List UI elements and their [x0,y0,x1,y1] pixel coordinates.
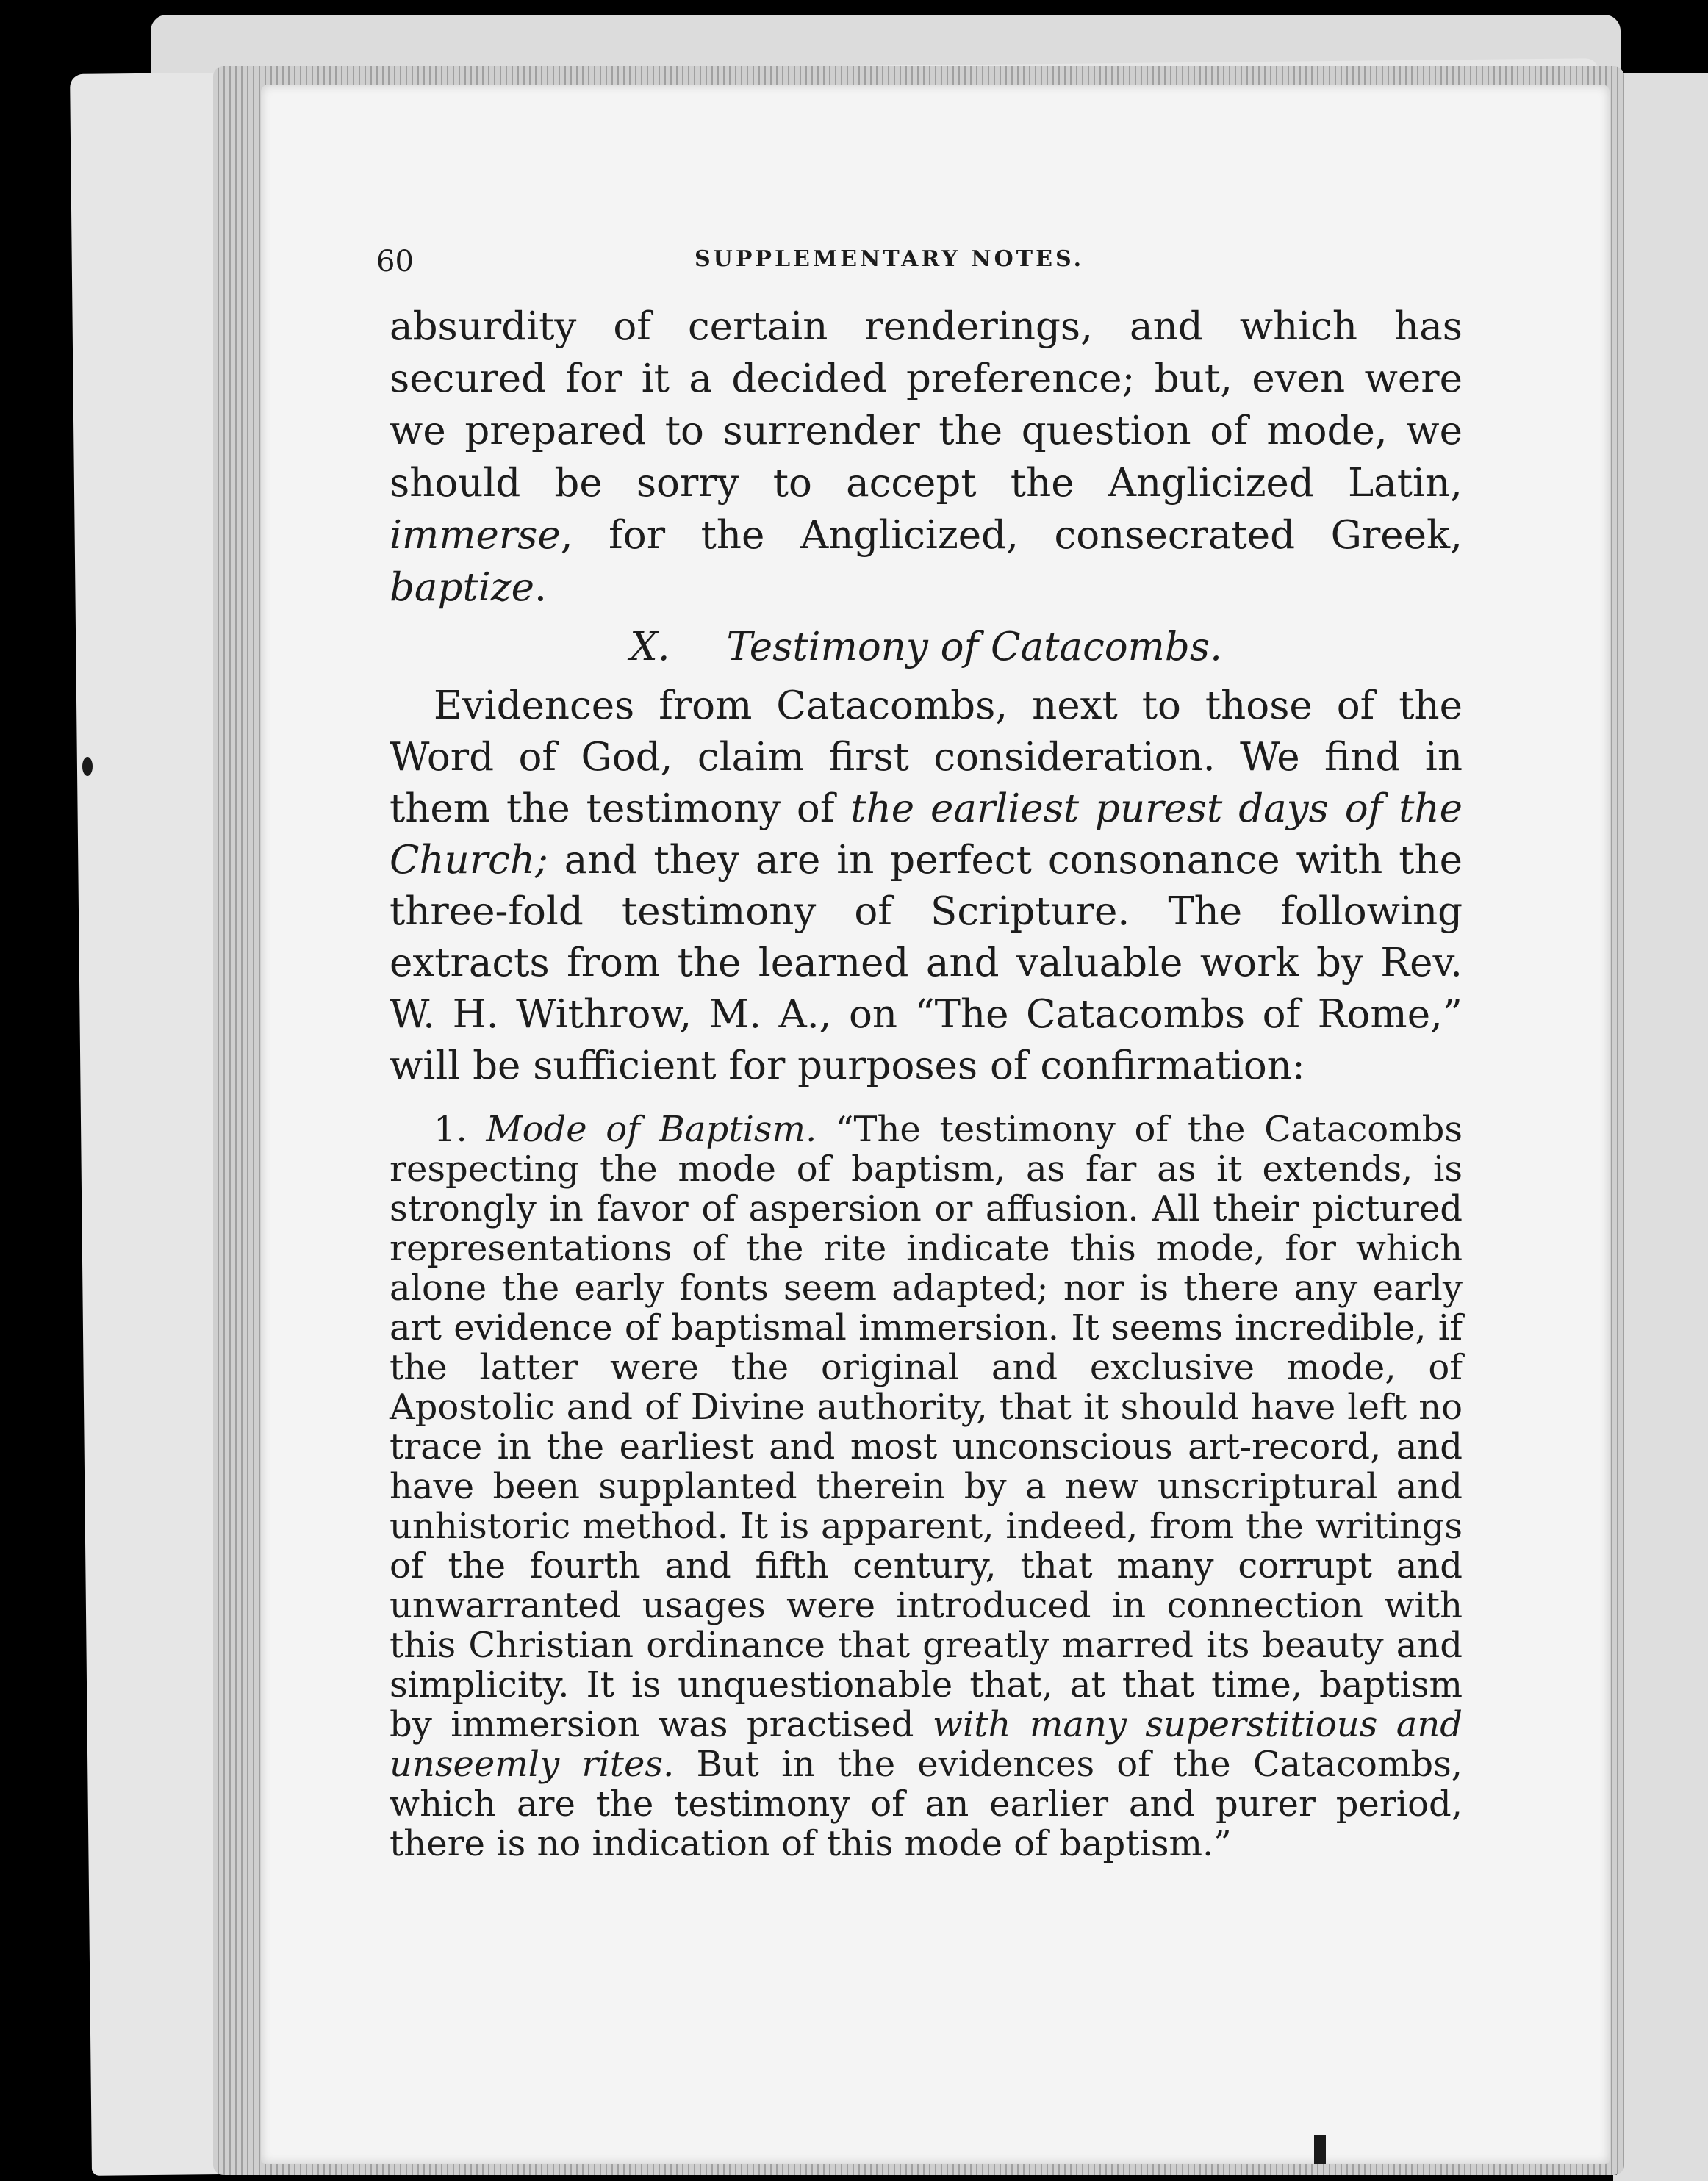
facing-page-edge [1613,73,1708,2181]
evidences-italic: the earliest purest days of the Church; [390,786,1463,883]
intro-text: absurdity of certain renderings, and which has secured for it a decided preference; but, even were we prepared to surrender the question of mode, we should be sorry to accept the Anglicized Latin, [390,304,1463,506]
evidences-paragraph [390,680,1463,1092]
section-title: Testimony of Catacombs. [726,625,1222,669]
intro-text: , for the Anglicized, consecrated Greek, [560,513,1463,558]
page-content [376,239,1463,1864]
quote-italic: with many superstitious and unseemly rites. [390,1704,1463,1785]
page-header [376,239,1463,283]
evidences-text: and they are in perfect consonance with the three-fold testimony of Scripture. The following extracts from the learned and valuable work by Rev. W. H. Withrow, M. A., on “The Catacombs of Rome,” will be sufficient for purposes of confirmation: [390,838,1463,1088]
mode-of-baptism-paragraph [390,1110,1463,1864]
section-heading [390,621,1463,673]
intro-italic-baptize: baptize [390,565,534,610]
item-heading: Mode of Baptism. [486,1109,817,1150]
margin-mark [1314,2135,1326,2164]
item-number: 1. [434,1109,487,1150]
quote-text: “The testimony of the Catacombs respecting the mode of baptism, as far as it extends, is strongly in favor of aspersion or affusion. All their pictured representations of the rite indicate this mode, for which alone the early fonts seem adapted; nor is there any early art evidence of baptismal immersion. It seems incredible, if the latter were the original and exclusive mode, of Apostolic and of Divine authority, that it should have left no trace in the earliest and most unconscious art-record, and have been supplanted therein by a new unscriptural and unhistoric method. It is apparent, indeed, from the writings of the fourth and fifth century, that many corrupt and unwarranted usages were introduced in connection with this Christian ordinance that greatly marred its beauty and simplicity. It is unquestionable that, at that time, baptism by immersion was practised [390,1109,1463,1745]
section-numeral: X. [630,625,670,669]
intro-italic-immerse: immerse [390,513,561,558]
margin-mark [82,757,93,776]
quote-text: But in the evidences of the Catacombs, which are the testimony of an earlier and purer period, there is no indication of this mode of baptism.” [390,1744,1463,1864]
evidences-text: Evidences from Catacombs, next to those of the Word of God, claim first consideration. We find in them the testimony of [390,683,1463,831]
running-head: SUPPLEMENTARY NOTES. [695,246,1085,272]
intro-paragraph [390,301,1463,614]
page-number: 60 [376,245,414,279]
intro-text: . [534,565,547,610]
